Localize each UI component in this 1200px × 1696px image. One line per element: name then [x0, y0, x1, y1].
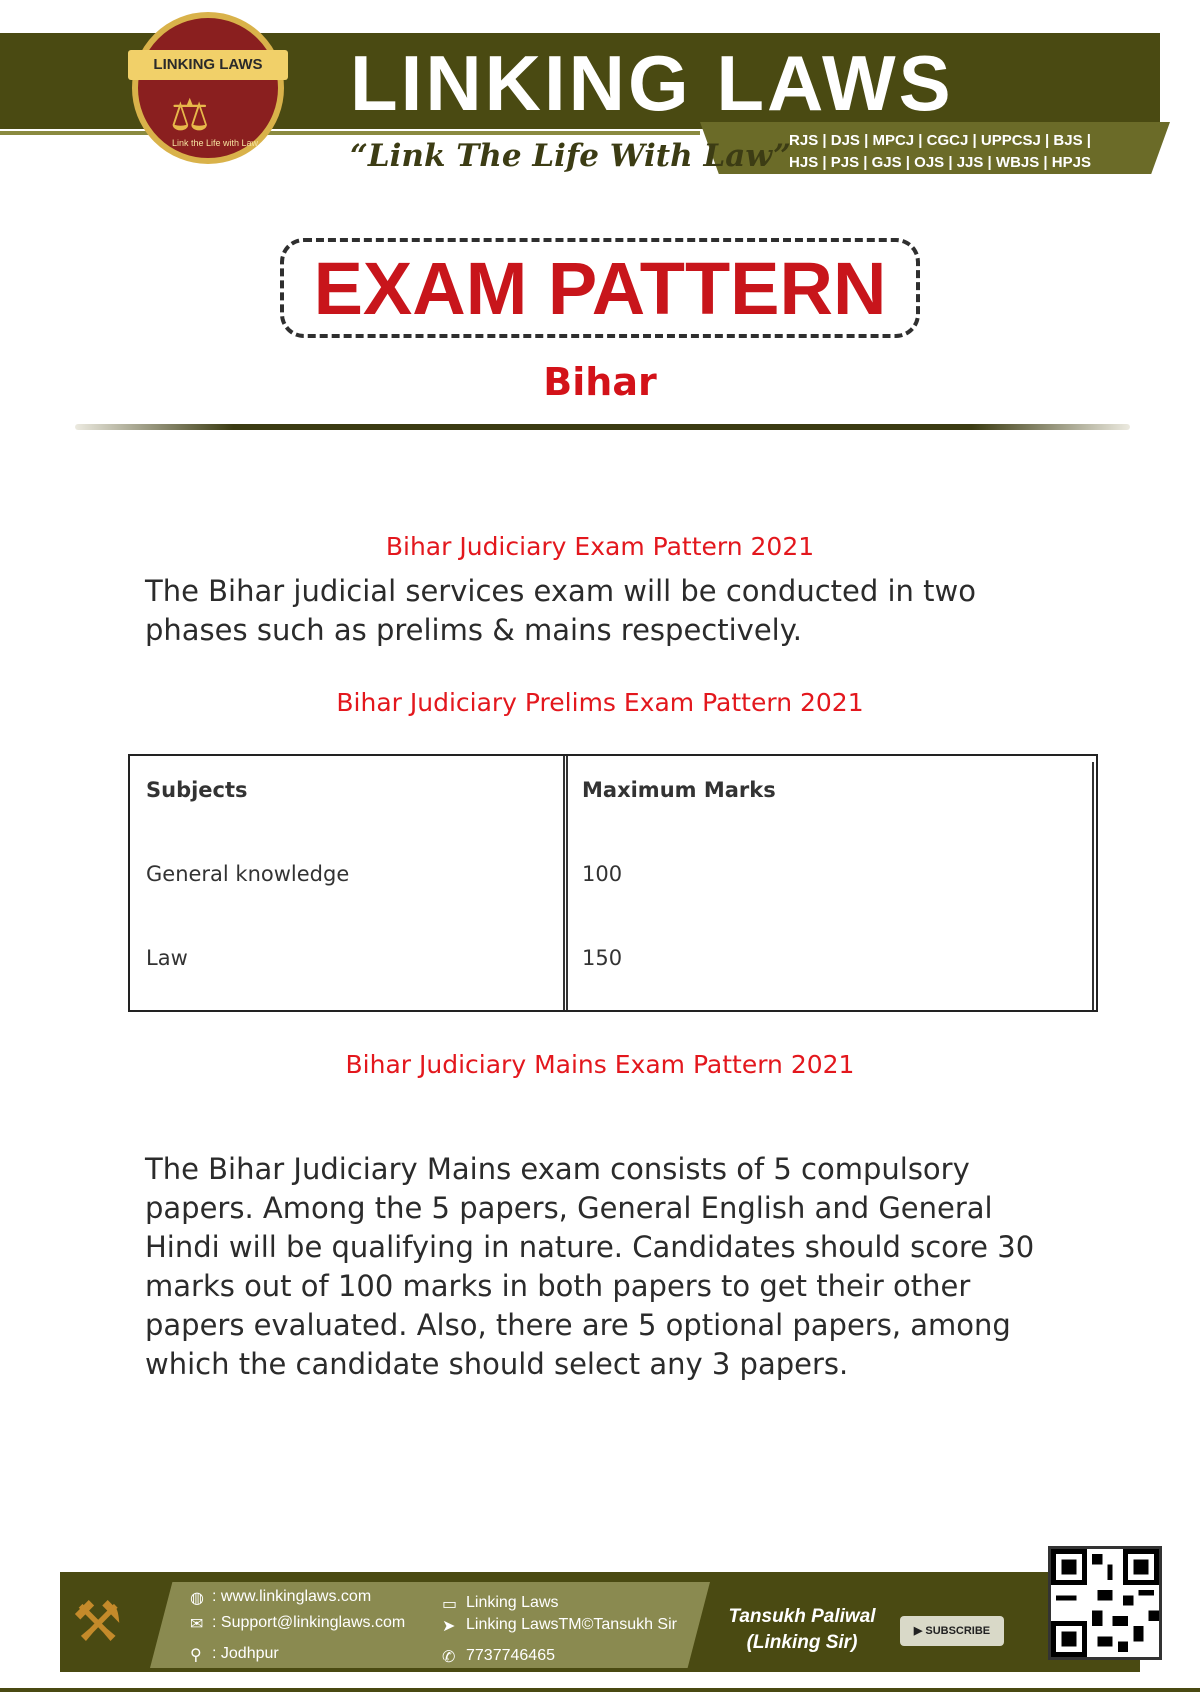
website-link[interactable]: : www.linkinglaws.com: [212, 1588, 372, 1605]
mail-icon: ✉: [190, 1614, 204, 1633]
footer-bottom-line: [0, 1688, 1200, 1692]
subscribe-button[interactable]: ▶ SUBSCRIBE: [900, 1616, 1004, 1646]
page-title: EXAM PATTERN: [313, 247, 887, 330]
table-cell-subject: General knowledge: [146, 862, 350, 886]
author-name: [722, 1604, 882, 1656]
qr-code: [1048, 1546, 1162, 1660]
brand-tagline: “Link The Life With Law”: [350, 138, 791, 174]
gavel-icon: ⚒: [72, 1590, 123, 1655]
table-header-subjects: Subjects: [146, 778, 248, 802]
heading-mains-pattern: Bihar Judiciary Mains Exam Pattern 2021: [345, 1050, 855, 1079]
exam-list-line-2: HJS | PJS | GJS | OJS | JJS | WBJS | HPJS: [789, 154, 1091, 171]
phone-icon: ✆: [442, 1647, 456, 1666]
section-divider: [75, 424, 1130, 430]
table-cell-marks: 100: [582, 862, 623, 886]
telegram-icon: ➤: [442, 1616, 456, 1635]
table-header-max-marks: Maximum Marks: [582, 778, 776, 802]
email-link[interactable]: : Support@linkinglaws.com: [212, 1614, 406, 1631]
author-alias-line: (Linking Sir): [746, 1632, 858, 1653]
table-cell-marks: 150: [582, 946, 623, 970]
location-text: : Jodhpur: [212, 1645, 279, 1662]
exam-list: [740, 130, 1140, 174]
intro-paragraph: The Bihar judicial services exam will be conducted in two phases such as prelims & mains respectively.: [145, 574, 976, 647]
youtube-icon: ▭: [442, 1594, 458, 1613]
globe-icon: ◍: [190, 1588, 204, 1607]
mains-paragraph: The Bihar Judiciary Mains exam consists of 5 compulsory papers. Among the 5 papers, General English and General Hindi will be qualifying in nature. Candidates should score 30 marks out of 100 marks in both papers to get their other papers evaluated. Also, there are 5 optional papers, among which the candidate should select any 3 papers.: [145, 1152, 1035, 1381]
location-pin-icon: ⚲: [190, 1645, 202, 1664]
exam-list-line-1: RJS | DJS | MPCJ | CGCJ | UPPCSJ | BJS |: [789, 132, 1091, 149]
author-name-line: Tansukh Paliwal: [728, 1606, 876, 1627]
channel-name-2[interactable]: Linking LawsTM©Tansukh Sir: [466, 1616, 677, 1633]
channel-name[interactable]: Linking Laws: [466, 1594, 559, 1611]
logo-tagline: Link the Life with Law: [172, 138, 259, 148]
column-divider: [563, 756, 568, 1010]
scales-of-justice-icon: ⚖: [170, 90, 210, 141]
state-subtitle: Bihar: [543, 360, 657, 404]
prelims-table: [128, 754, 1098, 1012]
phone-number[interactable]: 7737746465: [466, 1647, 555, 1664]
heading-prelims-pattern: Bihar Judiciary Prelims Exam Pattern 2021: [336, 688, 864, 717]
brand-name: LINKING LAWS: [350, 39, 954, 127]
right-border: [1092, 762, 1094, 1010]
table-cell-subject: Law: [146, 946, 188, 970]
heading-exam-pattern: Bihar Judiciary Exam Pattern 2021: [385, 532, 815, 561]
logo-text: LINKING LAWS: [128, 50, 288, 80]
header-stripe: [0, 131, 700, 135]
